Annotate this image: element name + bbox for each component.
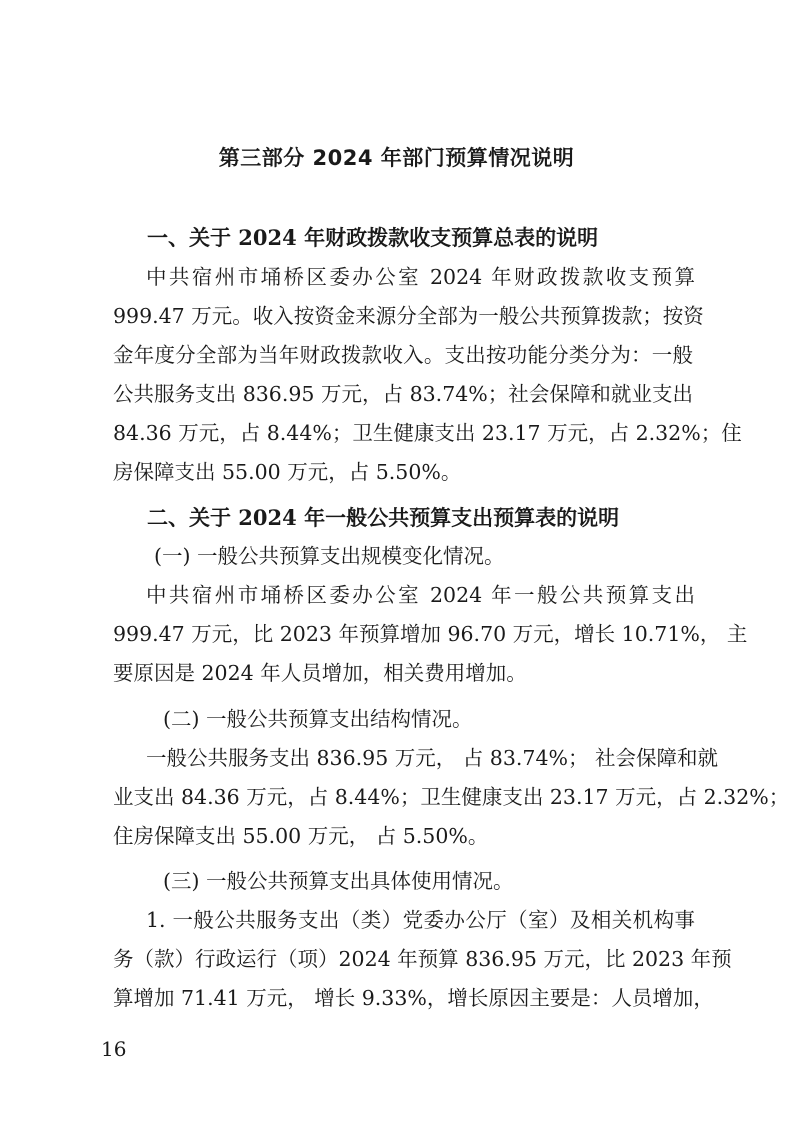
paragraph-line: 1. 一般公共服务支出（类）党委办公厅（室）及相关机构事 (146, 908, 695, 932)
section-heading-1: 一、关于 2024 年财政拨款收支预算总表的说明 (147, 225, 599, 250)
paragraph-line: 公共服务支出 836.95 万元，占 83.74%；社会保障和就业支出 (113, 382, 693, 406)
paragraph-line: 算增加 71.41 万元， 增长 9.33%，增长原因主要是：人员增加， (113, 986, 714, 1010)
paragraph-line: 中共宿州市埇桥区委办公室 2024 年财政拨款收支预算 (146, 265, 695, 289)
subsection-heading-3: (三) 一般公共预算支出具体使用情况。 (163, 869, 514, 893)
paragraph-line: 999.47 万元。收入按资金来源分全部为一般公共预算拨款；按资 (113, 304, 704, 328)
paragraph-line: 住房保障支出 55.00 万元， 占 5.50%。 (113, 824, 489, 848)
paragraph-line: 务（款）行政运行（项）2024 年预算 836.95 万元，比 2023 年预 (113, 947, 732, 971)
subsection-heading-1: (一) 一般公共预算支出规模变化情况。 (154, 544, 505, 568)
section-heading-2: 二、关于 2024 年一般公共预算支出预算表的说明 (147, 505, 620, 530)
paragraph-line: 84.36 万元，占 8.44%；卫生健康支出 23.17 万元，占 2.32%；住 (113, 421, 742, 445)
paragraph-line: 一般公共服务支出 836.95 万元， 占 83.74%； 社会保障和就 (146, 746, 718, 770)
page-title: 第三部分 2024 年部门预算情况说明 (218, 146, 575, 170)
page-number: 16 (101, 1037, 127, 1061)
paragraph-line: 999.47 万元，比 2023 年预算增加 96.70 万元，增长 10.71%， 主 (113, 622, 748, 646)
paragraph-line: 要原因是 2024 年人员增加，相关费用增加。 (113, 661, 527, 685)
paragraph-line: 业支出 84.36 万元，占 8.44%；卫生健康支出 23.17 万元，占 2.32%； (113, 785, 790, 809)
paragraph-line: 金年度分全部为当年财政拨款收入。支出按功能分类分为：一般 (113, 343, 693, 367)
paragraph-line: 房保障支出 55.00 万元，占 5.50%。 (113, 460, 462, 484)
subsection-heading-2: (二) 一般公共预算支出结构情况。 (163, 707, 473, 731)
paragraph-line: 中共宿州市埇桥区委办公室 2024 年一般公共预算支出 (146, 583, 695, 607)
